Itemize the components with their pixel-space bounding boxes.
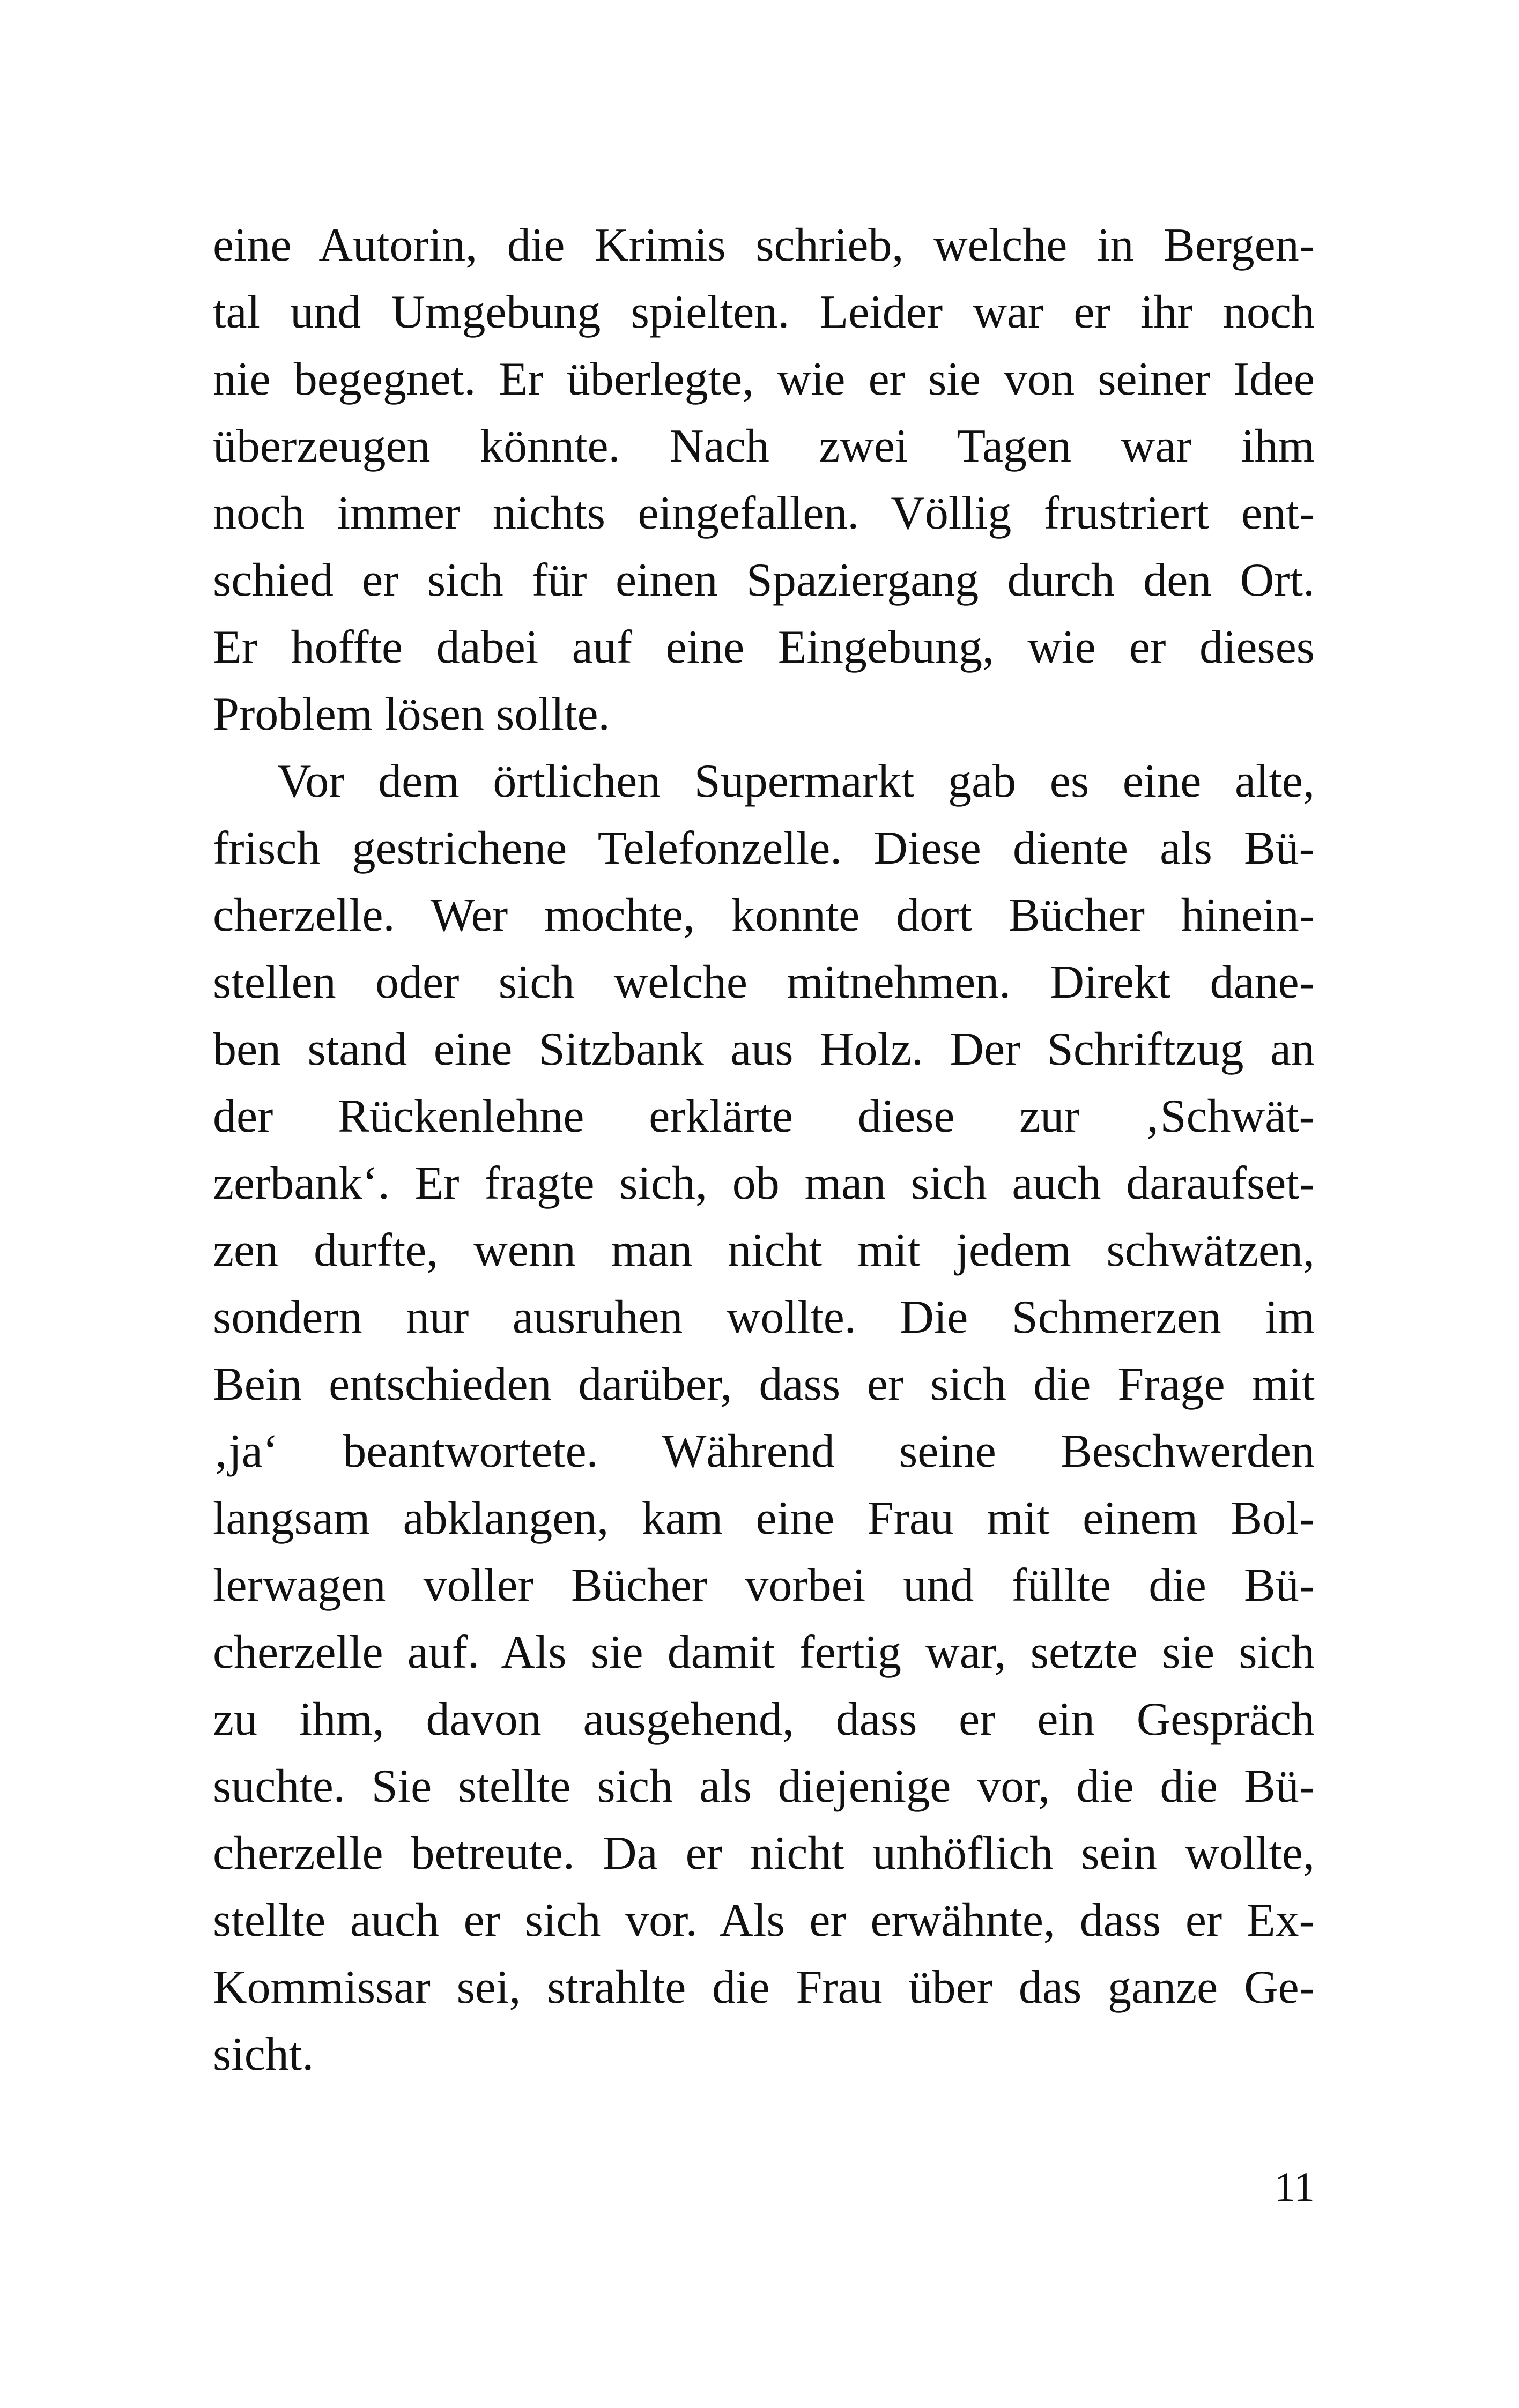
text-line: cherzelle. Wer mochte, konnte dort Bücher hinein- xyxy=(213,889,1315,941)
text-line: Problem lösen sollte. xyxy=(213,688,610,740)
text-line: tal und Umgebung spielten. Leider war er ihr noch xyxy=(213,286,1315,338)
page-number: 11 xyxy=(1274,2164,1315,2210)
text-line: nie begegnet. Er überlegte, wie er sie von seiner Idee xyxy=(213,353,1315,405)
paragraph-1 xyxy=(213,212,1315,748)
text-line: langsam abklangen, kam eine Frau mit einem Bol- xyxy=(213,1492,1315,1544)
text-line: suchte. Sie stellte sich als diejenige vor, die die Bü- xyxy=(213,1760,1315,1812)
text-line: Vor dem örtlichen Supermarkt gab es eine alte, xyxy=(277,755,1315,807)
text-line: Kommissar sei, strahlte die Frau über das ganze Ge- xyxy=(213,1961,1315,2013)
text-line: schied er sich für einen Spaziergang durch den Ort. xyxy=(213,554,1315,606)
text-line: stellen oder sich welche mitnehmen. Direkt dane- xyxy=(213,956,1315,1008)
paragraph-2 xyxy=(213,748,1315,2088)
text-line: eine Autorin, die Krimis schrieb, welche in Bergen- xyxy=(213,219,1315,271)
text-line: noch immer nichts eingefallen. Völlig frustriert ent- xyxy=(213,487,1315,539)
text-line: cherzelle auf. Als sie damit fertig war, setzte sie sich xyxy=(213,1626,1315,1678)
text-line: frisch gestrichene Telefonzelle. Diese diente als Bü- xyxy=(213,822,1315,874)
text-line: zen durfte, wenn man nicht mit jedem schwätzen, xyxy=(213,1224,1315,1276)
text-line: lerwagen voller Bücher vorbei und füllte die Bü- xyxy=(213,1559,1315,1611)
text-line: überzeugen könnte. Nach zwei Tagen war ihm xyxy=(213,420,1315,472)
text-line: ‚ja‘ beantwortete. Während seine Beschwerden xyxy=(213,1425,1315,1477)
text-line: sondern nur ausruhen wollte. Die Schmerzen im xyxy=(213,1291,1315,1343)
body-text xyxy=(213,212,1315,2088)
text-line: Bein entschieden darüber, dass er sich die Frage mit xyxy=(213,1358,1315,1410)
text-line: der Rückenlehne erklärte diese zur ‚Schwät- xyxy=(213,1090,1315,1142)
text-line: zu ihm, davon ausgehend, dass er ein Gespräch xyxy=(213,1693,1315,1745)
text-line: stellte auch er sich vor. Als er erwähnte, dass er Ex- xyxy=(213,1894,1315,1946)
text-line: ben stand eine Sitzbank aus Holz. Der Schriftzug an xyxy=(213,1023,1315,1075)
text-line: cherzelle betreute. Da er nicht unhöflich sein wollte, xyxy=(213,1827,1315,1879)
text-line: sicht. xyxy=(213,2028,314,2080)
text-line: zerbank‘. Er fragte sich, ob man sich auch daraufset- xyxy=(213,1157,1315,1209)
text-line: Er hoffte dabei auf eine Eingebung, wie er dieses xyxy=(213,621,1315,673)
